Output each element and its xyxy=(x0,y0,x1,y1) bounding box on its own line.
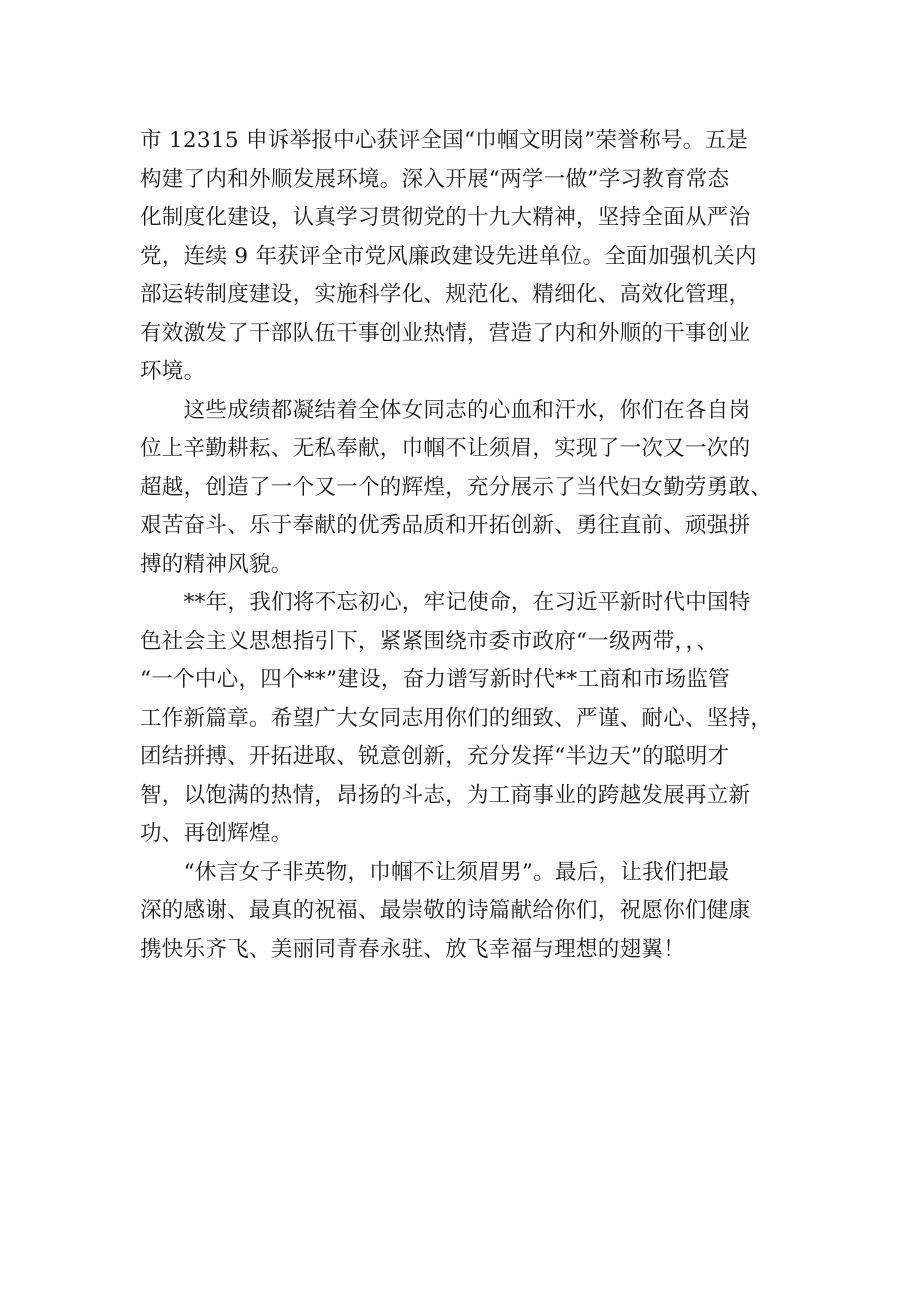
text-line: 有效激发了干部队伍干事创业热情，营造了内和外顺的干事创业 xyxy=(140,320,751,346)
text-line: 超越，创造了一个又一个的辉煌，充分展示了当代妇女勤劳勇敢、 xyxy=(140,474,773,500)
text-line: “一个中心，四个**”建设，奋力谱写新时代**工商和市场监管 xyxy=(140,667,730,692)
text-line: 这些成绩都凝结着全体女同志的心血和汗水，你们在各自岗 xyxy=(140,397,751,423)
text-line: 构建了内和外顺发展环境。深入开展“两学一做”学习教育常态 xyxy=(140,166,730,192)
text-line: 深的感谢、最真的祝福、最崇敬的诗篇献给你们，祝愿你们健康 xyxy=(140,898,751,923)
text-line: 色社会主义思想指引下，紧紧围绕市委市政府“一级两带，，、 xyxy=(140,628,719,654)
text-line: 团结拼搏、开拓进取、锐意创新，充分发挥“半边天”的聪明才 xyxy=(140,744,730,769)
text-line: 党，连续 9 年获评全市党风廉政建设先进单位。全面加强机关内 xyxy=(140,243,757,269)
text-line: 搏的精神风貌。 xyxy=(140,551,293,577)
paragraph-outlook xyxy=(140,584,820,854)
text-line: 功、再创辉煌。 xyxy=(140,821,293,846)
document-body xyxy=(140,122,820,969)
text-line: 环境。 xyxy=(140,359,206,384)
text-line: 位上辛勤耕耘、无私奉献，巾帼不让须眉，实现了一次又一次的 xyxy=(140,436,751,461)
text-line: 部运转制度建设，实施科学化、规范化、精细化、高效化管理， xyxy=(140,282,751,307)
text-line: 艰苦奋斗、乐于奉献的优秀品质和开拓创新、勇往直前、顽强拼 xyxy=(140,513,751,538)
text-line: 工作新篇章。希望广大女同志用你们的细致、严谨、耐心、坚持， xyxy=(140,705,773,731)
paragraph-achievements xyxy=(140,122,820,392)
text-line: **年，我们将不忘初心，牢记使命，在习近平新时代中国特 xyxy=(140,590,751,615)
text-line: 智，以饱满的热情，昂扬的斗志，为工商事业的跨越发展再立新 xyxy=(140,782,751,808)
text-line: “休言女子非英物，巾帼不让须眉男”。最后，让我们把最 xyxy=(140,859,730,885)
text-line: 化制度化建设，认真学习贯彻党的十九大精神，坚持全面从严治 xyxy=(140,205,751,230)
text-line: 携快乐齐飞、美丽同青春永驻、放飞幸福与理想的翅翼！ xyxy=(140,936,686,962)
paragraph-closing xyxy=(140,854,820,970)
paragraph-tribute xyxy=(140,392,820,585)
text-line: 市 12315 申诉举报中心获评全国“巾帼文明岗”荣誉称号。五是 xyxy=(140,128,749,153)
